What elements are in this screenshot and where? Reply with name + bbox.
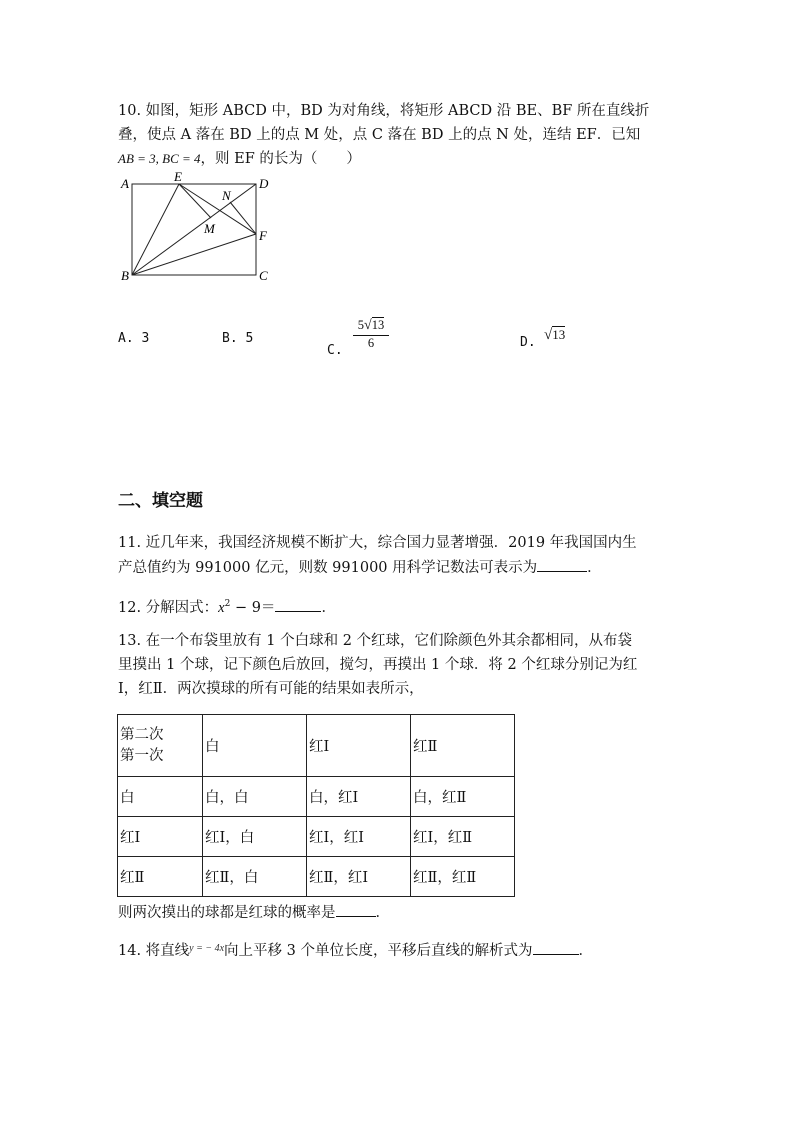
label-b: B: [121, 268, 129, 283]
q14-line: [118, 940, 593, 963]
option-b[interactable]: B. 5: [222, 331, 254, 346]
corner-second-draw: 第二次: [120, 726, 164, 743]
q13-after-text: 则两次摸出的球都是红球的概率是: [118, 905, 336, 921]
q14-expr: y = − 4x: [189, 943, 225, 954]
table-row: [118, 817, 515, 857]
table-cell: 红Ⅱ，红Ⅰ: [307, 857, 411, 897]
table-cell: 红Ⅱ，红Ⅱ: [411, 857, 515, 897]
option-c-coefficient: 5: [357, 318, 365, 332]
table-row-label: 红Ⅰ: [118, 817, 203, 857]
q12-end: ．: [321, 599, 336, 616]
q10-ask: ，则 EF 的长为（ ）: [200, 151, 361, 167]
table-cell: 红Ⅰ，红Ⅰ: [307, 817, 411, 857]
q11-answer-blank[interactable]: [537, 557, 587, 572]
option-a[interactable]: A. 3: [118, 331, 150, 346]
table-cell: 白，红Ⅱ: [411, 777, 515, 817]
label-d: D: [259, 176, 269, 191]
table-row: [118, 857, 515, 897]
rectangle-fold-figure: [112, 170, 282, 285]
q14-suffix: 向上平移 3 个单位长度，平移后直线的解析式为: [224, 943, 533, 959]
table-cell: 白，白: [203, 777, 307, 817]
diagonal-bd: [132, 184, 256, 275]
table-row-label: 白: [118, 777, 203, 817]
line-nf: [230, 202, 256, 234]
q10-line-3: [118, 149, 361, 169]
q12-expr-rest: − 9＝: [230, 599, 276, 616]
line-ef: [179, 184, 256, 234]
table-header-cell: 红Ⅱ: [411, 715, 515, 777]
table-cell: 白，红Ⅰ: [307, 777, 411, 817]
option-d-radical: √13: [544, 327, 566, 343]
q11-line-1: 11. 近几年来，我国经济规模不断扩大，综合国力显著增强．2019 年我国国内生: [118, 535, 637, 551]
q14-answer-blank[interactable]: [533, 940, 579, 955]
q13-answer-blank[interactable]: [336, 902, 376, 917]
label-a: A: [121, 176, 129, 191]
table-header-cell: 白: [203, 715, 307, 777]
table-cell: 红Ⅰ，红Ⅱ: [411, 817, 515, 857]
q12-line: [118, 594, 336, 618]
q10-line-2: 叠，使点 A 落在 BD 上的点 M 处，点 C 落在 BD 上的点 N 处，连结 EF．已知: [118, 127, 641, 143]
table-cell: 红Ⅱ，白: [203, 857, 307, 897]
table-corner-cell: [118, 715, 203, 777]
q11-end: ．: [587, 560, 602, 576]
option-c-fraction: 5√13 6: [353, 318, 389, 351]
option-c-denominator: 6: [367, 336, 375, 350]
corner-first-draw: 第一次: [120, 747, 164, 764]
table-row-label: 红Ⅱ: [118, 857, 203, 897]
q13-line-3: Ⅰ，红Ⅱ．两次摸球的所有可能的结果如表所示，: [118, 681, 424, 697]
label-f: F: [259, 228, 267, 243]
option-d-radicand: 13: [552, 327, 566, 342]
label-c: C: [259, 268, 268, 283]
option-c-label[interactable]: C.: [327, 343, 343, 358]
q13-line-1: 13. 在一个布袋里放有 1 个白球和 2 个红球，它们除颜色外其余都相同，从布袋: [118, 633, 633, 649]
line-em: [179, 184, 211, 218]
q10-given: AB = 3, BC = 4: [118, 151, 201, 166]
q10-line-1: 10. 如图，矩形 ABCD 中，BD 为对角线，将矩形 ABCD 沿 BE、BF 所在直线折: [118, 103, 650, 119]
q12-expr-exponent: 2: [224, 599, 231, 609]
option-c-radicand: 13: [371, 318, 385, 332]
outcome-table: [117, 714, 515, 897]
q13-line-2: 里摸出 1 个球，记下颜色后放回，搅匀，再摸出 1 个球．将 2 个红球分别记为红: [118, 657, 638, 673]
q14-end: ．: [578, 943, 593, 959]
q14-prefix: 14. 将直线: [118, 943, 190, 959]
label-n: N: [222, 188, 231, 203]
table-row: [118, 777, 515, 817]
q12-prefix: 12. 分解因式：: [118, 599, 219, 616]
label-m: M: [204, 221, 215, 236]
q12-answer-blank[interactable]: [275, 597, 321, 612]
q11-line-2: [118, 557, 602, 578]
q13-end: ．: [375, 905, 390, 921]
table-cell: 红Ⅰ，白: [203, 817, 307, 857]
option-d-label[interactable]: D.: [520, 335, 536, 350]
label-e: E: [174, 170, 182, 184]
line-bf: [132, 234, 256, 275]
q12-expr-base: x: [218, 599, 225, 616]
q13-after-line: [118, 902, 390, 923]
table-header-cell: 红Ⅰ: [307, 715, 411, 777]
table-header-row: [118, 715, 515, 777]
section-title-fill-in: 二、填空题: [118, 491, 203, 511]
q11-text: 产总值约为 991000 亿元，则数 991000 用科学记数法可表示为: [118, 560, 538, 576]
